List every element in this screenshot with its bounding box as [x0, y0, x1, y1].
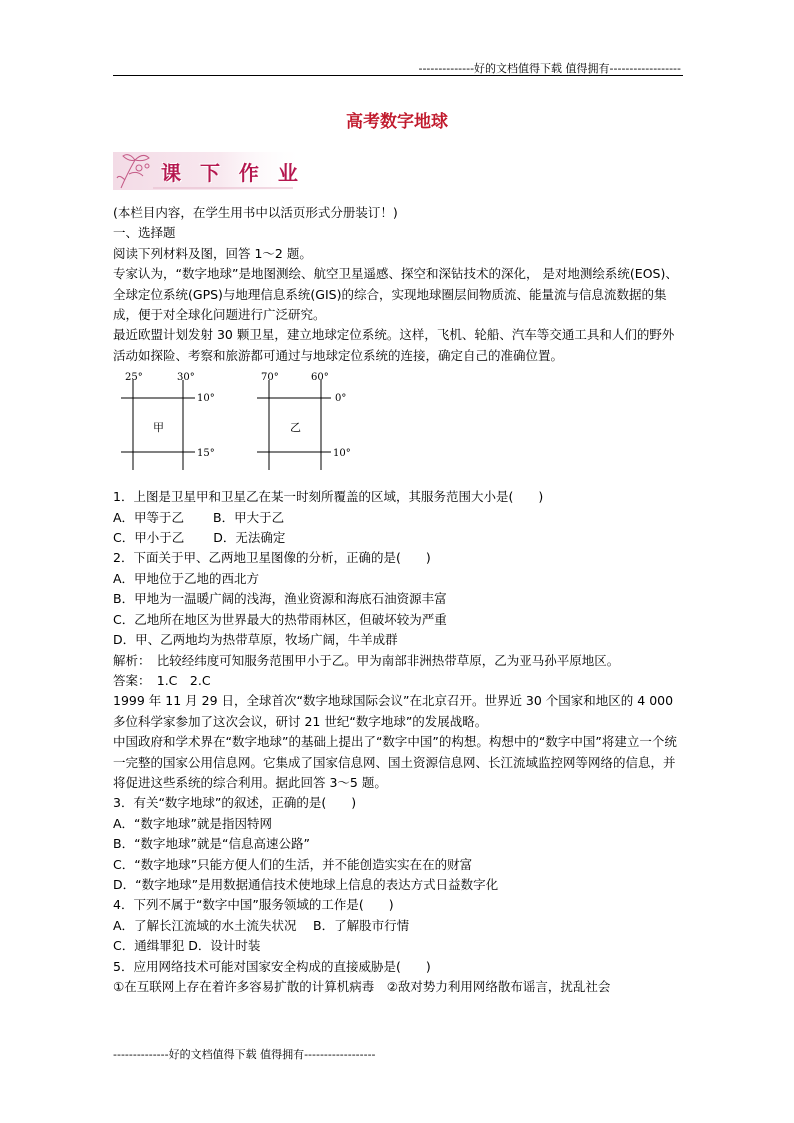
intro-note: (本栏目内容，在学生用书中以活页形式分册装订！): [113, 205, 398, 220]
question-4-options-ab: A．了解长江流域的水土流失状况 B．了解股市行情: [113, 917, 410, 933]
jia-lat-top: 10°: [197, 393, 215, 405]
material-paragraph-2: 最近欧盟计划发射 30 颗卫星，建立地球定位系统。这样，飞机、轮船、汽车等交通工具和人们的野外活动如探险、考察和旅游都可通过与地球定位系统的连接，确定自己的准确位置。: [113, 327, 675, 363]
question-5: 5．应用网络技术可能对国家安全构成的直接威胁是( ): [113, 958, 431, 974]
jia-label: 甲: [153, 421, 164, 435]
question-2-option-b: B．甲地为一温暖广阔的浅海，渔业资源和海底石油资源丰富: [113, 591, 447, 607]
jia-lat-bottom: 15°: [197, 448, 215, 460]
question-3-option-b: B．“数字地球”就是“信息高速公路”: [113, 836, 310, 852]
material-paragraph-3: 1999 年 11 月 29 日，全球首次“数字地球国际会议”在北京召开。世界近 30 个国家和地区的 4 000 多位科学家参加了这次会议，研讨 21 世纪“数字地球”的发展战略。: [113, 693, 674, 729]
question-3-option-c: C．“数字地球”只能方便人们的生活，并不能创造实实在在的财富: [113, 856, 473, 872]
question-2-option-c: C．乙地所在地区为世界最大的热带雨林区，但破坏较为严重: [113, 611, 447, 627]
question-1: 1．上图是卫星甲和卫星乙在某一时刻所覆盖的区域，其服务范围大小是( ): [113, 489, 544, 505]
coverage-diagram: [113, 370, 373, 485]
jia-lon-right: 30°: [177, 372, 195, 384]
jia-lon-left: 25°: [125, 372, 143, 384]
yi-label: 乙: [290, 421, 301, 435]
question-5-statements: ①在互联网上存在着许多容易扩散的计算机病毒 ②敌对势力利用网络散布谣言，扰乱社会: [113, 979, 611, 994]
document-body: [113, 203, 685, 997]
yi-lat-bottom: 10°: [333, 448, 351, 460]
page-footer-text: --------------好的文档值得下载 值得拥有------------------: [113, 1048, 376, 1061]
question-4-options-cd: C．通缉罪犯 D．设计时装: [113, 938, 261, 954]
question-4: 4．下列不属于“数字中国”服务领域的工作是( ): [113, 897, 394, 913]
page-header-text: --------------好的文档值得下载 值得拥有------------------: [418, 62, 681, 75]
question-3: 3．有关“数字地球”的叙述，正确的是( ): [113, 795, 357, 811]
question-3-option-d: D．“数字地球”是用数据通信技术使地球上信息的表达方式日益数字化: [113, 876, 499, 892]
question-2-option-d: D．甲、乙两地均为热带草原，牧场广阔，牛羊成群: [113, 632, 398, 648]
analysis-text: 解析： 比较经纬度可知服务范围甲小于乙。甲为南部非洲热带草原，乙为亚马孙平原地区。: [113, 652, 620, 668]
question-1-options-ab: A．甲等于乙 B．甲大于乙: [113, 509, 285, 525]
question-2-option-a: A．甲地位于乙地的西北方: [113, 570, 260, 586]
yi-lon-right: 60°: [311, 372, 329, 384]
satellite-coverage-figure: [113, 370, 685, 485]
question-1-options-cd: C．甲小于乙 D．无法确定: [113, 530, 286, 546]
material-paragraph-1: 专家认为，“数字地球”是地图测绘、航空卫星遥感、探空和深钻技术的深化， 是对地测绘系统(EOS)、全球定位系统(GPS)与地理信息系统(GIS)的综合，实现地球圈层间物质流、能量流与信息流数据的集成，便于对全球化问题进行广泛研究。: [113, 266, 678, 323]
reading-instruction: 阅读下列材料及图，回答 1～2 题。: [113, 245, 312, 261]
section-heading: 一、选择题: [113, 225, 176, 241]
header-divider: [113, 75, 683, 76]
page-title: 高考数字地球: [346, 112, 448, 132]
yi-lon-left: 70°: [261, 372, 279, 384]
yi-lat-top: 0°: [335, 393, 347, 405]
homework-banner: [113, 148, 305, 194]
question-3-option-a: A．“数字地球”就是指因特网: [113, 815, 273, 831]
banner-label: 课 下 作 业: [161, 161, 304, 185]
answer-text: 答案： 1.C 2.C: [113, 672, 211, 688]
question-2: 2．下面关于甲、乙两地卫星图像的分析，正确的是( ): [113, 550, 431, 566]
material-paragraph-4: 中国政府和学术界在“数字地球”的基础上提出了“数字中国”的构想。构想中的“数字中国”将建立一个统一完整的国家公用信息网。它集成了国家信息网、国土资源信息网、长江流域监控网等网络的信息，并将促进这些系统的综合利用。据此回答 3～5 题。: [113, 734, 677, 790]
